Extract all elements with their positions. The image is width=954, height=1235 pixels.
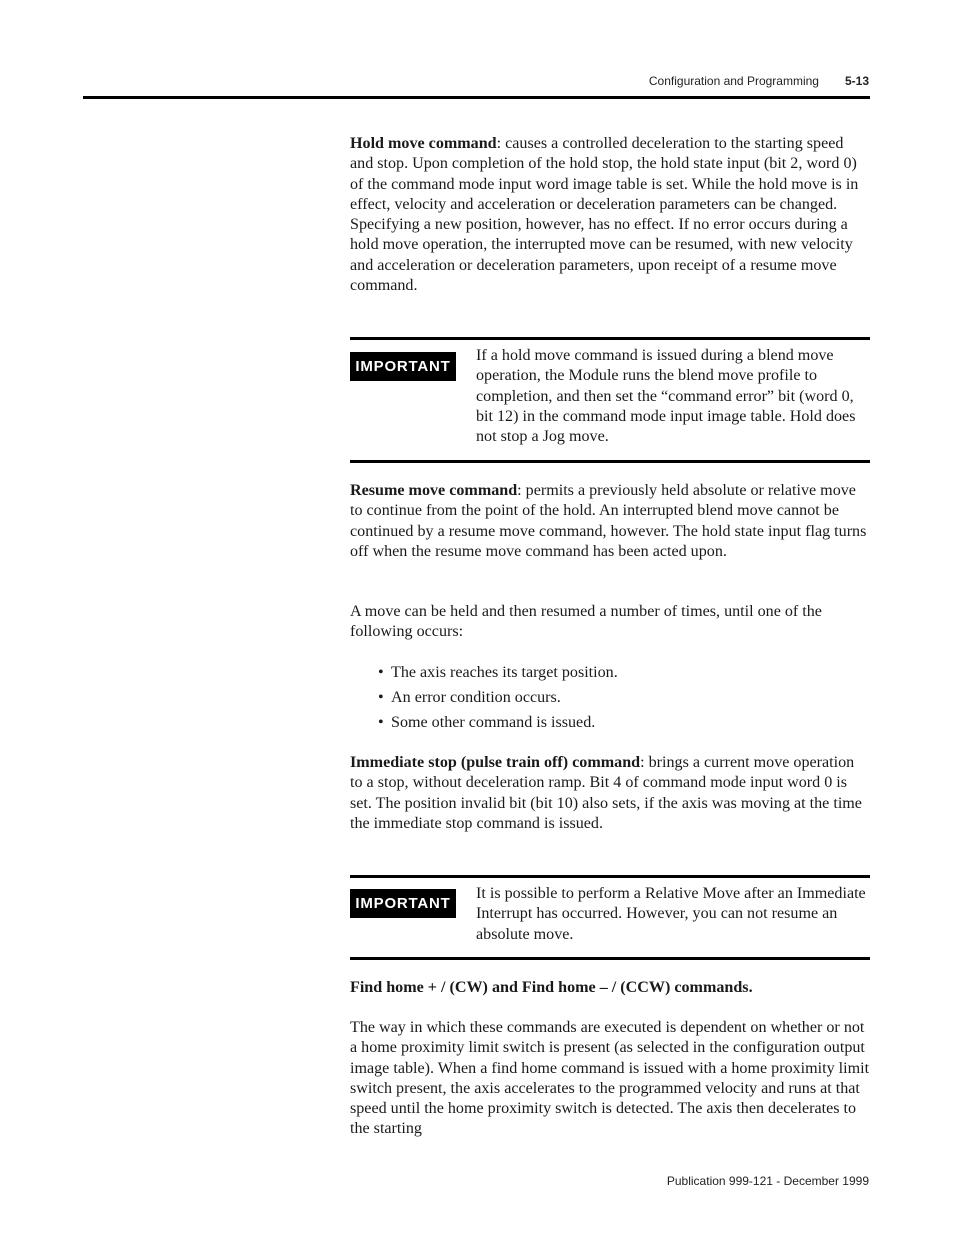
resume-move-text: : permits a previously held absolute or relative move to continue from the point of the hold. An interrupted blend move cannot be continued by a resume move command, however. The hold state input flag turns off when the resume move command has been acted upon. (350, 482, 867, 560)
list-item-text: An error condition occurs. (391, 689, 561, 706)
list-item (378, 663, 858, 688)
resume-move-term: Resume move command (350, 482, 518, 499)
find-home-heading-text: Find home + / (CW) and Find home – / (CCW) commands. (350, 979, 753, 996)
bullet-icon: • (378, 664, 384, 681)
important-2-top-rule (350, 875, 870, 878)
hold-move-term: Hold move command (350, 135, 497, 152)
conditions-list (378, 663, 858, 738)
list-item-text: The axis reaches its target position. (391, 664, 618, 681)
list-item (378, 713, 858, 738)
important-1-top-rule (350, 337, 870, 340)
important-2-label: IMPORTANT (350, 889, 456, 918)
find-home-paragraph: The way in which these commands are executed is dependent on whether or not a home proximity limit switch is present (as selected in the configuration output image table). When a find home command is issued with a home proximity limit switch present, the axis accelerates to the programmed velocity and runs at that speed until the home proximity switch is detected. The axis then decelerates to the starting (350, 1019, 870, 1138)
list-item (378, 688, 858, 713)
important-1-text: If a hold move command is issued during a blend move operation, the Module runs the blend move profile to completion, and then set the “command error” bit (word 0, bit 12) in the command mode input image table. Hold does not stop a Jog move. (476, 347, 856, 446)
immediate-stop-paragraph (350, 753, 870, 834)
resume-move-paragraph (350, 481, 870, 562)
important-1-label: IMPORTANT (350, 352, 456, 381)
header-section-title: Configuration and Programming (648, 74, 819, 88)
held-intro-paragraph: A move can be held and then resumed a number of times, until one of the following occurs: (350, 603, 822, 641)
immediate-stop-term: Immediate stop (pulse train off) command (350, 754, 641, 771)
header-page-number: 5-13 (844, 74, 869, 88)
important-2-text: It is possible to perform a Relative Move after an Immediate Interrupt has occurred. However, you can not resume an absolute move. (476, 885, 866, 943)
page-header (649, 74, 869, 88)
bullet-icon: • (378, 689, 384, 706)
important-1-bottom-rule (350, 460, 870, 463)
list-item-text: Some other command is issued. (391, 714, 596, 731)
page-footer: Publication 999-121 - December 1999 (666, 1174, 869, 1188)
find-home-heading (350, 978, 870, 998)
immediate-stop-text: : brings a current move operation to a stop, without deceleration ramp. Bit 4 of command mode input word 0 is set. The position invalid bit (bit 10) also sets, if the axis was moving at the time the immediate stop command is issued. (350, 754, 862, 832)
hold-move-text: : causes a controlled deceleration to the starting speed and stop. Upon completion of the hold stop, the hold state input (bit 2, word 0) of the command mode input word image table is set. While the hold move is in effect, velocity and acceleration or deceleration parameters can be changed. Specifying a new position, however, has no effect. If no error occurs during a hold move operation, the interrupted move can be resumed, with new velocity and acceleration or deceleration parameters, upon receipt of a resume move command. (350, 135, 859, 295)
header-rule (83, 96, 870, 99)
hold-move-paragraph (350, 134, 870, 296)
important-2-bottom-rule (350, 957, 870, 960)
bullet-icon: • (378, 714, 384, 731)
